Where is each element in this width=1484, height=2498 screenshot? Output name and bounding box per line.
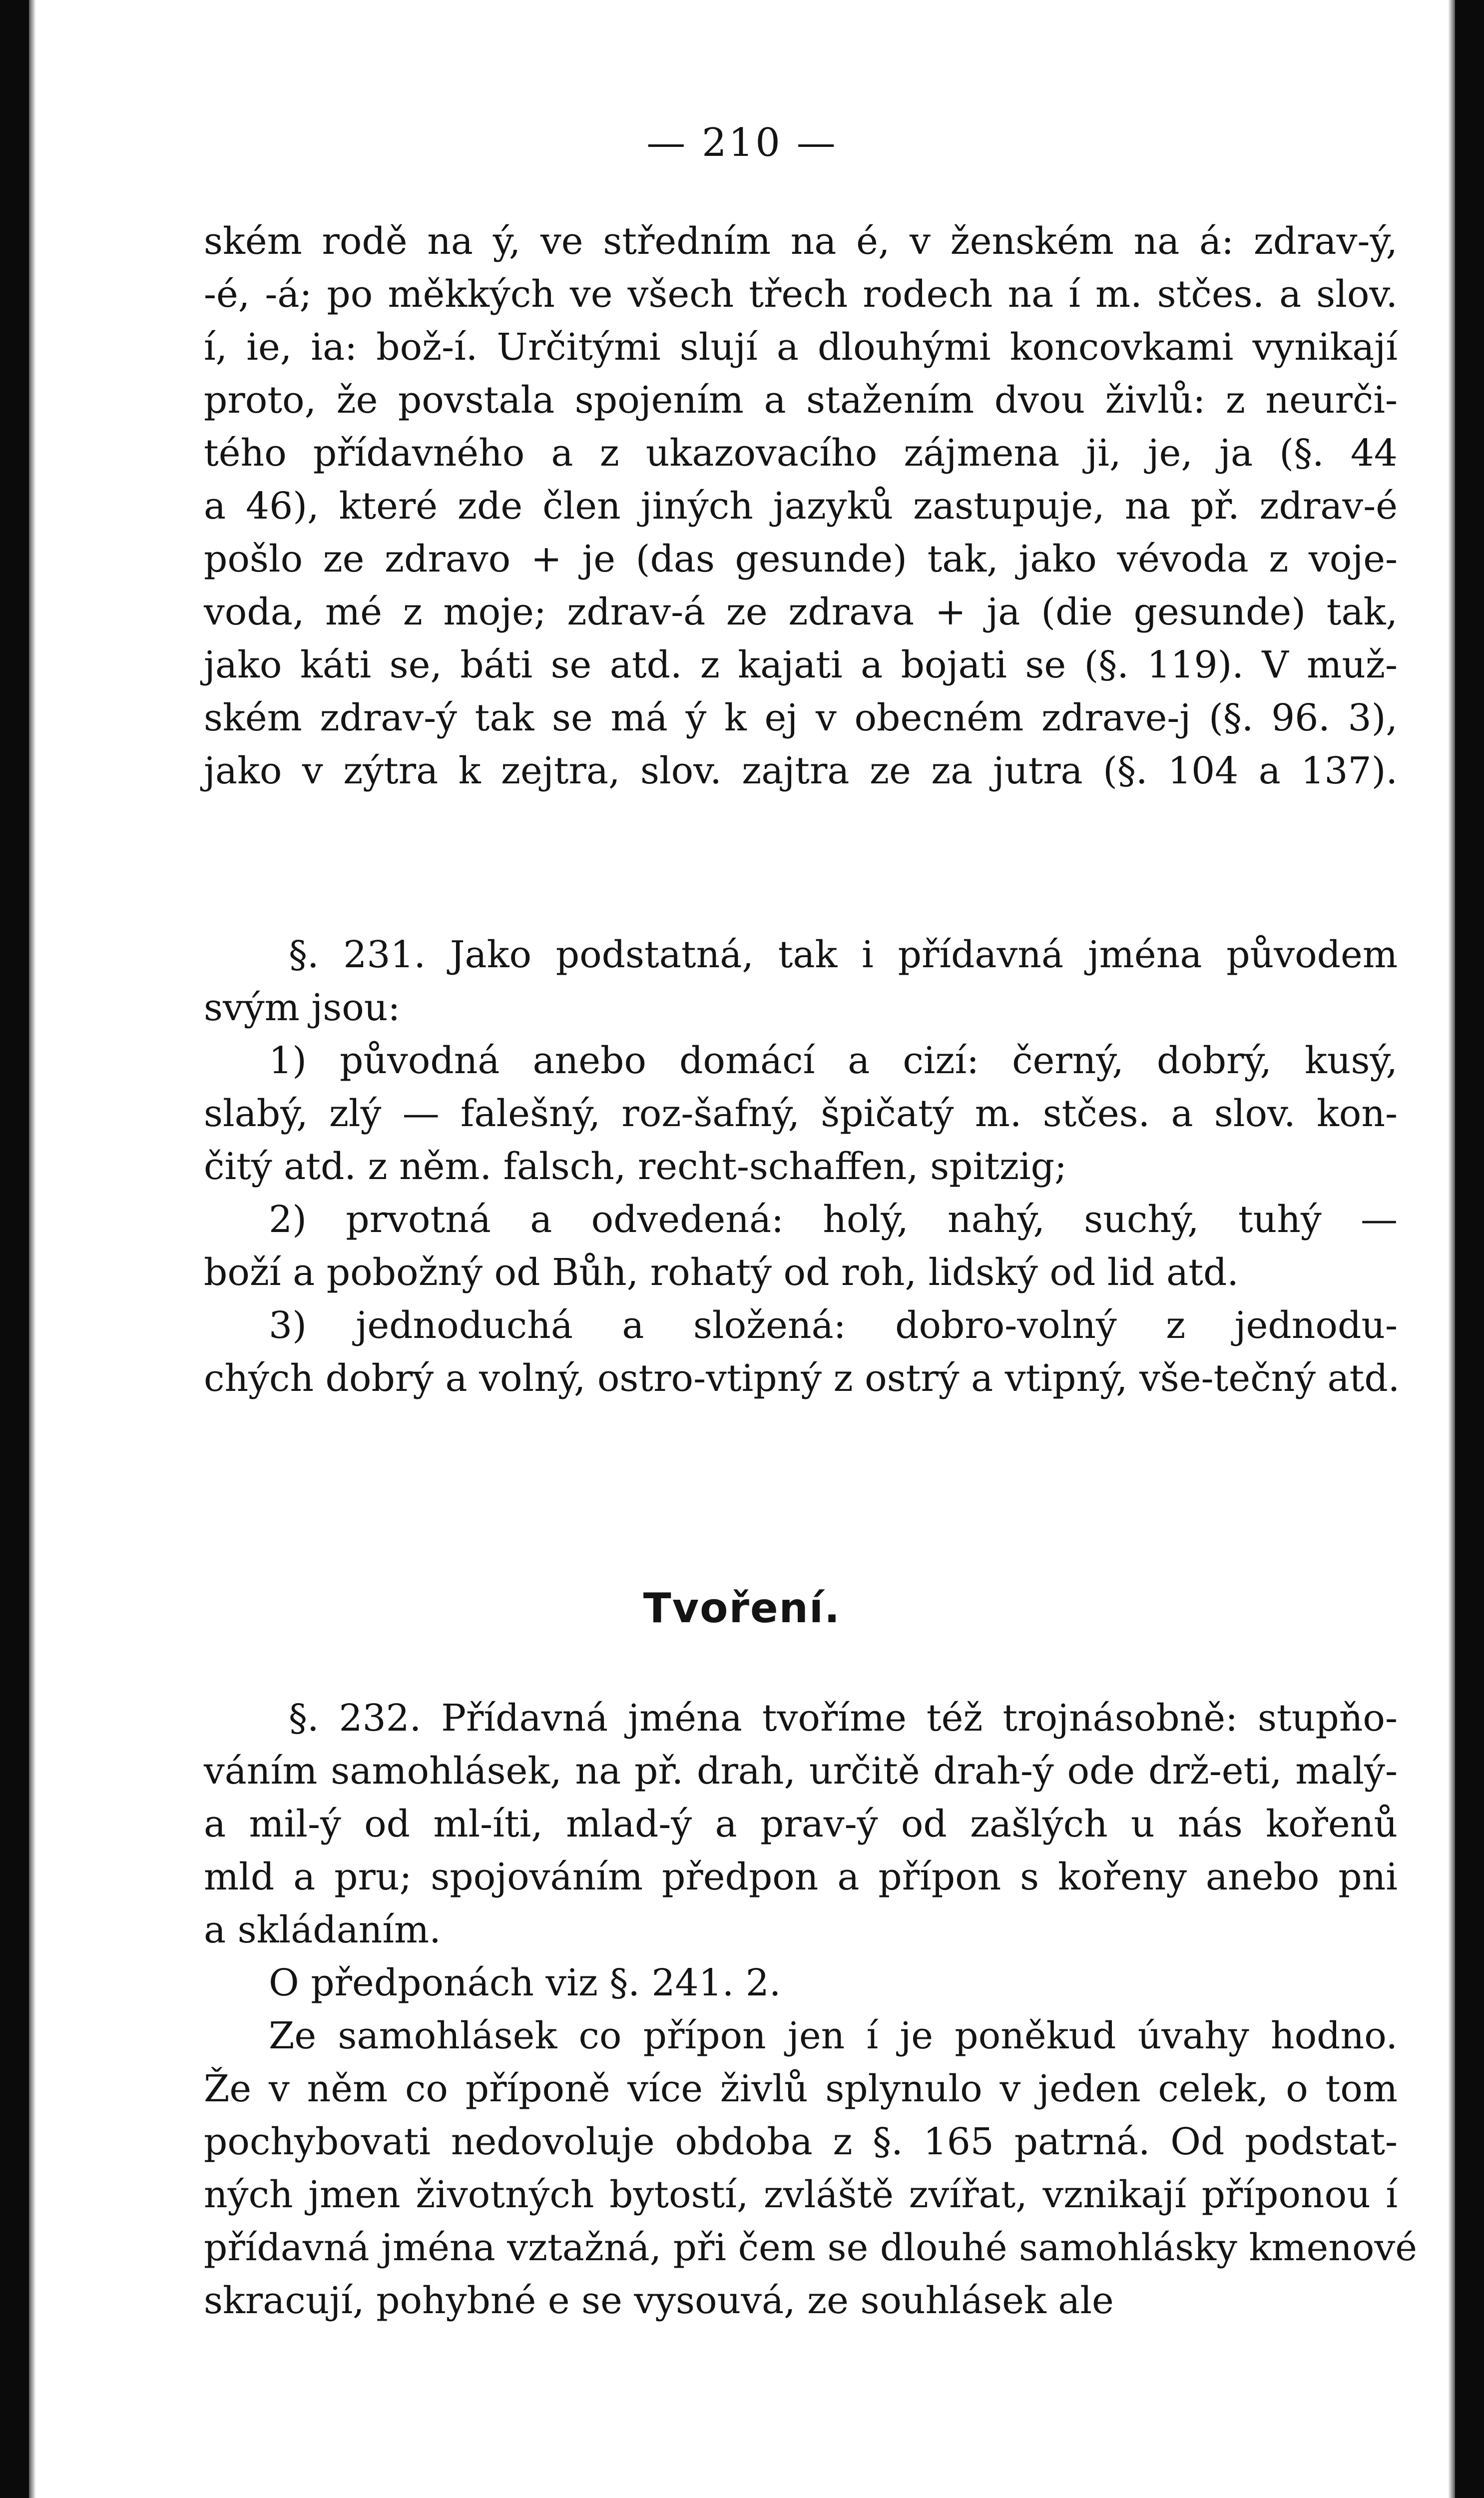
section-232 bbox=[204, 1692, 1418, 2327]
text-line: mld a pru; spojováním předpon a přípon s kořeny anebo pni bbox=[204, 1856, 1398, 1898]
scan-shadow-right bbox=[1448, 0, 1455, 2498]
text-line: tého přídavného a z ukazovacího zájmena ji, je, ja (§. 44 bbox=[204, 432, 1398, 475]
section-231-heading-line: §. 231. Jako podstatná, tak i přídavná jména původem bbox=[289, 933, 1398, 976]
text-line: Ze samohlásek co přípon jen í je poněkud úvahy hodno. bbox=[269, 2014, 1398, 2057]
text-line: chých dobrý a volný, ostro-vtipný z ostrý a vtipný, vše-tečný atd. bbox=[204, 1357, 1400, 1400]
text-line: jako káti se, báti se atd. z kajati a bojati se (§. 119). V muž- bbox=[204, 643, 1398, 686]
text-line: a skládaním. bbox=[204, 1908, 441, 1951]
text-line: váním samohlásek, na př. drah, určitě drah-ý ode drž-eti, malý- bbox=[204, 1750, 1398, 1793]
scan-edge-left bbox=[0, 0, 29, 2498]
text-line: í, ie, ia: bož-í. Určitými slují a dlouhými koncovkami vynikají bbox=[204, 326, 1398, 369]
text-line: ných jmen životných bytostí, zvláště zvířat, vznikají příponou í bbox=[204, 2173, 1398, 2216]
text-line: jako v zýtra k zejtra, slov. zajtra ze za jutra (§. 104 a 137). bbox=[204, 749, 1398, 792]
text-line: proto, že povstala spojením a stažením dvou živlů: z neurči- bbox=[204, 379, 1398, 422]
text-line: slabý, zlý — falešný, roz-šafný, špičatý m. stčes. a slov. kon- bbox=[204, 1092, 1398, 1135]
text-line: O předponách viz §. 241. 2. bbox=[269, 1961, 781, 2004]
section-heading: Tvoření. bbox=[643, 1585, 841, 1632]
scan-shadow-left bbox=[29, 0, 36, 2498]
text-line: svým jsou: bbox=[204, 986, 401, 1029]
list-item-3: 3) jednoduchá a složená: dobro-volný z jednodu- bbox=[269, 1304, 1398, 1347]
scan-edge-right bbox=[1455, 0, 1484, 2498]
page-number: — 210 — bbox=[646, 120, 838, 165]
list-item-2: 2) prvotná a odvedená: holý, nahý, suchý, tuhý — bbox=[269, 1198, 1398, 1241]
text-line: Že v něm co příponě více živlů splynulo v jeden celek, o tom bbox=[204, 2067, 1398, 2110]
text-line: ském zdrav-ý tak se má ý k ej v obecném zdrave-j (§. 96. 3), bbox=[204, 696, 1398, 739]
text-line: a mil-ý od ml-íti, mlad-ý a prav-ý od zašlých u nás kořenů bbox=[204, 1803, 1398, 1846]
text-line: přídavná jména vztažná, při čem se dlouhé samohlásky kmenové bbox=[204, 2226, 1418, 2269]
text-line: skracují, pohybné e se vysouvá, ze souhlásek ale bbox=[204, 2279, 1114, 2322]
text-line: pochybovati nedovoluje obdoba z §. 165 patrná. Od podstat- bbox=[204, 2120, 1398, 2163]
text-line: čitý atd. z něm. falsch, recht-schaffen, spitzig; bbox=[204, 1145, 1067, 1188]
text-line: a 46), které zde člen jiných jazyků zastupuje, na př. zdrav-é bbox=[204, 485, 1398, 528]
section-232-heading-line: §. 232. Přídavná jména tvoříme též trojnásobně: stupňo- bbox=[289, 1697, 1398, 1740]
list-item-1: 1) původná anebo domácí a cizí: černý, dobrý, kusý, bbox=[269, 1039, 1398, 1082]
text-line: -é, -á; po měkkých ve všech třech rodech na í m. stčes. a slov. bbox=[204, 273, 1398, 316]
text-line: ském rodě na ý, ve středním na é, v ženském na á: zdrav-ý, bbox=[204, 220, 1398, 263]
text-line: boží a pobožný od Bůh, rohatý od roh, lidský od lid atd. bbox=[204, 1251, 1239, 1294]
section-231 bbox=[204, 928, 1398, 1405]
paragraph-1 bbox=[204, 215, 1398, 797]
text-line: voda, mé z moje; zdrav-á ze zdrava + ja (die gesunde) tak, bbox=[204, 591, 1398, 633]
text-line: pošlo ze zdravo + je (das gesunde) tak, jako vévoda z voje- bbox=[204, 538, 1398, 581]
